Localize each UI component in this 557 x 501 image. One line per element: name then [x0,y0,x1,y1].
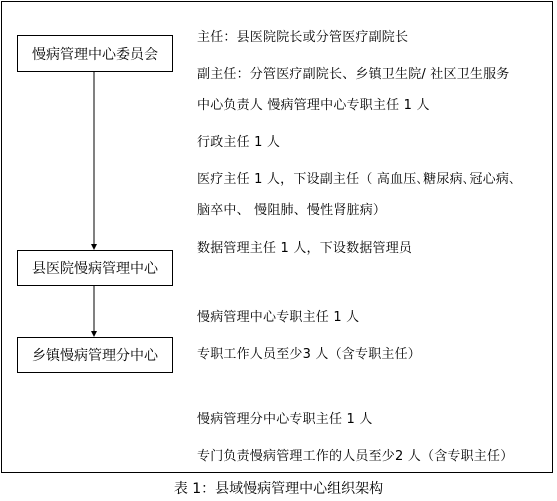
committee-director: 主任：县医院院长或分管医疗副院长 [197,30,409,45]
committee-admin-director: 行政主任 1 人 [197,135,281,150]
county-center-box [17,250,173,286]
county-text-line2: 专职工作人员至少3 人（含专职主任） [197,347,422,362]
county-center-box-label: 县医院慢病管理中心 [32,261,158,277]
committee-box-label: 慢病管理中心委员会 [32,46,158,63]
town-center-box-label: 乡镇慢病管理分中心 [32,348,158,364]
committee-medical-line1: 医疗主任 1 人，下设副主任（ 高血压､糖尿病､冠心病､ [197,172,516,187]
committee-deputy-line1: 副主任：分管医疗副院长、乡镇卫生院/ 社区卫生服务 [197,67,510,82]
town-center-box [17,337,173,373]
town-text-line1: 慢病管理分中心专职主任 1 人 [197,412,373,427]
town-text-line2: 专门负责慢病管理工作的人员至少2 人（含专职主任） [197,449,514,464]
committee-deputy-line2: 中心负责人 慢病管理中心专职主任 1 人 [197,98,430,113]
committee-data-director: 数据管理主任 1 人，下设数据管理员 [197,241,413,256]
diagram-caption: 表 1：县域慢病管理中心组织架构 [173,481,384,497]
committee-box [17,35,173,72]
committee-medical-line2: 脑卒中、 慢阻肺、慢性肾脏病） [197,203,387,218]
county-text-line1: 慢病管理中心专职主任 1 人 [197,310,360,325]
